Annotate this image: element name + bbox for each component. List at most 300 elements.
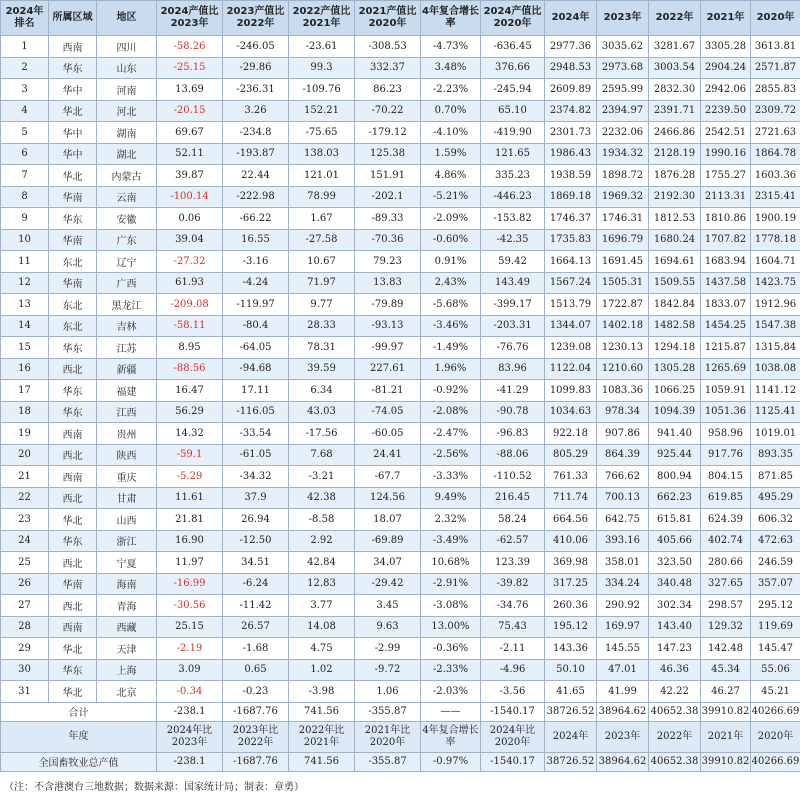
cell-change-2023-2022: -64.05 [223,337,289,359]
cell-value-2022: 1066.25 [649,380,701,402]
year-cell: 2023年比2022年 [223,721,289,752]
cell-change-2023-2022: 22.44 [223,165,289,187]
cell-change-2021-2020: -93.13 [355,315,421,337]
table-row [1,186,800,208]
cell-value-2024: 50.10 [545,659,597,681]
cell-value-2022: 405.66 [649,530,701,552]
cell-change-2024-2020: -245.94 [481,79,545,101]
cell-change-2022-2021: -3.21 [289,466,355,488]
cell-change-2021-2020: -67.7 [355,466,421,488]
cell-change-2024-2023: -88.56 [157,358,223,380]
cell-change-2024-2020: 58.24 [481,509,545,531]
cell-value-2022: 2832.30 [649,79,701,101]
cell-value-2022: 2192.30 [649,186,701,208]
cell-value-2021: 327.65 [701,573,751,595]
cell-change-2022-2021: 9.77 [289,294,355,316]
cell-cagr: 1.59% [421,143,481,165]
cell-change-2022-2021: -75.65 [289,122,355,144]
cell-cagr: 0.70% [421,100,481,122]
cell-change-2022-2021: -109.76 [289,79,355,101]
cell-region: 华东 [49,380,97,402]
cell-value-2024: 761.33 [545,466,597,488]
cell-value-2021: 1454.25 [701,315,751,337]
cell-value-2020: 893.35 [751,444,800,466]
cell-change-2024-2023: 16.90 [157,530,223,552]
cell-change-2021-2020: 24.41 [355,444,421,466]
cell-change-2024-2023: 39.87 [157,165,223,187]
cell-value-2024: 195.12 [545,616,597,638]
cell-rank: 6 [1,143,49,165]
cell-value-2020: 871.85 [751,466,800,488]
cell-value-2023: 642.75 [597,509,649,531]
cell-change-2023-2022: -6.24 [223,573,289,595]
cell-value-2022: 2391.71 [649,100,701,122]
national-cell: -0.97% [421,752,481,771]
cell-change-2022-2021: 3.77 [289,595,355,617]
cell-value-2022: 1305.28 [649,358,701,380]
cell-change-2022-2021: -3.98 [289,681,355,703]
cell-change-2024-2020: 83.96 [481,358,545,380]
cell-cagr: 3.48% [421,57,481,79]
cell-change-2023-2022: 17.11 [223,380,289,402]
cell-value-2024: 805.29 [545,444,597,466]
cell-change-2021-2020: 151.91 [355,165,421,187]
cell-change-2021-2020: 227.61 [355,358,421,380]
cell-value-2020: 1423.75 [751,272,800,294]
cell-rank: 27 [1,595,49,617]
cell-value-2020: 1547.38 [751,315,800,337]
cell-value-2021: 1051.36 [701,401,751,423]
cell-value-2020: 357.07 [751,573,800,595]
cell-change-2022-2021: -17.56 [289,423,355,445]
cell-cagr: 10.68% [421,552,481,574]
cell-cagr: -2.56% [421,444,481,466]
cell-region: 华东 [49,401,97,423]
cell-cagr: 2.32% [421,509,481,531]
cell-value-2020: 1900.19 [751,208,800,230]
cell-value-2024: 1034.63 [545,401,597,423]
national-cell: -1540.17 [481,752,545,771]
cell-region: 华中 [49,79,97,101]
cell-value-2021: 624.39 [701,509,751,531]
header-rank: 2024年排名 [1,1,49,36]
cell-value-2020: 1141.12 [751,380,800,402]
cell-change-2022-2021: 99.3 [289,57,355,79]
cell-value-2023: 1746.31 [597,208,649,230]
table-row [1,573,800,595]
cell-province: 陕西 [97,444,157,466]
cell-change-2021-2020: 18.07 [355,509,421,531]
cell-value-2023: 1969.32 [597,186,649,208]
cell-change-2023-2022: 26.57 [223,616,289,638]
cell-value-2024: 369.98 [545,552,597,574]
cell-value-2024: 41.65 [545,681,597,703]
cell-change-2023-2022: -3.16 [223,251,289,273]
cell-value-2021: 402.74 [701,530,751,552]
cell-region: 西北 [49,487,97,509]
cell-value-2024: 410.06 [545,530,597,552]
cell-value-2023: 169.97 [597,616,649,638]
total-cell: —— [421,702,481,721]
cell-change-2021-2020: -308.53 [355,36,421,58]
total-cell: 38726.52 [545,702,597,721]
cell-cagr: 9.49% [421,487,481,509]
cell-value-2024: 2948.53 [545,57,597,79]
cell-cagr: 13.00% [421,616,481,638]
table-row [1,143,800,165]
cell-change-2023-2022: 3.26 [223,100,289,122]
header-change-2023-2022: 2023产值比2022年 [223,1,289,36]
cell-change-2021-2020: -69.89 [355,530,421,552]
cell-province: 四川 [97,36,157,58]
cell-province: 黑龙江 [97,294,157,316]
cell-region: 西南 [49,616,97,638]
cell-rank: 18 [1,401,49,423]
cell-change-2024-2023: -16.99 [157,573,223,595]
table-row [1,100,800,122]
cell-change-2024-2023: -59.1 [157,444,223,466]
cell-province: 天津 [97,638,157,660]
total-cell: -355.87 [355,702,421,721]
cell-cagr: -3.49% [421,530,481,552]
cell-value-2021: 1990.16 [701,143,751,165]
cell-change-2022-2021: 71.97 [289,272,355,294]
cell-value-2021: 280.66 [701,552,751,574]
cell-change-2024-2023: 56.29 [157,401,223,423]
cell-cagr: -4.73% [421,36,481,58]
cell-value-2021: 619.85 [701,487,751,509]
cell-change-2022-2021: 10.67 [289,251,355,273]
header-change-2022-2021: 2022产值比2021年 [289,1,355,36]
table-row [1,659,800,681]
cell-change-2023-2022: -1.68 [223,638,289,660]
table-row [1,251,800,273]
cell-rank: 17 [1,380,49,402]
cell-value-2023: 2595.99 [597,79,649,101]
cell-region: 华南 [49,186,97,208]
table-row [1,229,800,251]
cell-value-2024: 1664.13 [545,251,597,273]
cell-change-2022-2021: 78.99 [289,186,355,208]
table-row [1,79,800,101]
header-2020: 2020年 [751,1,800,36]
cell-value-2020: 246.59 [751,552,800,574]
cell-value-2021: 1215.87 [701,337,751,359]
cell-value-2023: 1505.31 [597,272,649,294]
cell-change-2023-2022: -11.42 [223,595,289,617]
cell-region: 西北 [49,552,97,574]
cell-value-2024: 922.18 [545,423,597,445]
cell-change-2021-2020: -29.42 [355,573,421,595]
year-cell: 2020年 [751,721,800,752]
cell-value-2024: 317.25 [545,573,597,595]
cell-change-2024-2023: 25.15 [157,616,223,638]
cell-region: 西北 [49,358,97,380]
header-change-2024-2020: 2024产值比2020年 [481,1,545,36]
cell-value-2023: 978.34 [597,401,649,423]
cell-value-2023: 358.01 [597,552,649,574]
cell-change-2024-2023: 14.32 [157,423,223,445]
cell-region: 华东 [49,208,97,230]
cell-change-2024-2020: -42.35 [481,229,545,251]
cell-change-2023-2022: -94.68 [223,358,289,380]
cell-change-2022-2021: -8.58 [289,509,355,531]
cell-change-2024-2020: 65.10 [481,100,545,122]
cell-cagr: 4.86% [421,165,481,187]
cell-change-2021-2020: -74.05 [355,401,421,423]
cell-rank: 8 [1,186,49,208]
year-cell: 2024年比2023年 [157,721,223,752]
cell-value-2024: 1986.43 [545,143,597,165]
cell-value-2020: 119.69 [751,616,800,638]
total-cell: 39910.82 [701,702,751,721]
cell-change-2024-2023: -2.19 [157,638,223,660]
cell-province: 河北 [97,100,157,122]
cell-change-2024-2023: 69.67 [157,122,223,144]
national-cell: 741.56 [289,752,355,771]
cell-region: 华北 [49,165,97,187]
cell-change-2023-2022: -234.8 [223,122,289,144]
cell-rank: 11 [1,251,49,273]
cell-change-2024-2020: -636.45 [481,36,545,58]
cell-change-2022-2021: -27.58 [289,229,355,251]
cell-region: 西南 [49,36,97,58]
cell-value-2022: 46.36 [649,659,701,681]
cell-province: 浙江 [97,530,157,552]
cell-value-2024: 1869.18 [545,186,597,208]
cell-region: 华东 [49,337,97,359]
cell-change-2024-2023: 0.06 [157,208,223,230]
cell-change-2024-2023: -0.34 [157,681,223,703]
cell-change-2022-2021: -23.61 [289,36,355,58]
cell-rank: 21 [1,466,49,488]
header-2024: 2024年 [545,1,597,36]
table-row [1,616,800,638]
cell-value-2024: 664.56 [545,509,597,531]
cell-value-2022: 1094.39 [649,401,701,423]
cell-value-2022: 800.94 [649,466,701,488]
cell-change-2024-2020: -90.78 [481,401,545,423]
cell-value-2021: 1437.58 [701,272,751,294]
table-row [1,358,800,380]
cell-value-2022: 925.44 [649,444,701,466]
cell-value-2020: 2855.83 [751,79,800,101]
year-cell: 2022年 [649,721,701,752]
cell-region: 华北 [49,509,97,531]
cell-value-2021: 1059.91 [701,380,751,402]
cell-region: 华南 [49,573,97,595]
cell-change-2022-2021: 121.01 [289,165,355,187]
cell-value-2023: 1083.36 [597,380,649,402]
cell-change-2021-2020: -70.22 [355,100,421,122]
cell-rank: 2 [1,57,49,79]
cell-change-2021-2020: 86.23 [355,79,421,101]
total-cell: 40652.38 [649,702,701,721]
cell-value-2022: 302.34 [649,595,701,617]
cell-cagr: -1.49% [421,337,481,359]
cell-value-2021: 1707.82 [701,229,751,251]
cell-rank: 30 [1,659,49,681]
year-label: 年度 [1,721,157,752]
table-row [1,509,800,531]
cell-change-2021-2020: 332.37 [355,57,421,79]
table-row [1,294,800,316]
cell-change-2024-2023: -25.15 [157,57,223,79]
cell-change-2021-2020: -60.05 [355,423,421,445]
cell-change-2024-2020: 123.39 [481,552,545,574]
cell-change-2021-2020: 125.38 [355,143,421,165]
cell-rank: 16 [1,358,49,380]
cell-change-2021-2020: 34.07 [355,552,421,574]
cell-change-2024-2023: 16.47 [157,380,223,402]
cell-change-2024-2020: 376.66 [481,57,545,79]
cell-change-2024-2020: -4.96 [481,659,545,681]
cell-change-2022-2021: 152.21 [289,100,355,122]
cell-value-2020: 1778.18 [751,229,800,251]
cell-rank: 13 [1,294,49,316]
year-cell: 2021年 [701,721,751,752]
cell-change-2023-2022: -33.54 [223,423,289,445]
table-row [1,444,800,466]
table-row [1,552,800,574]
cell-value-2020: 2571.87 [751,57,800,79]
table-body [1,36,800,703]
cell-change-2022-2021: 14.08 [289,616,355,638]
cell-province: 甘肃 [97,487,157,509]
cell-value-2022: 3003.54 [649,57,701,79]
cell-value-2023: 1696.79 [597,229,649,251]
cell-change-2023-2022: -0.23 [223,681,289,703]
cell-value-2020: 1125.41 [751,401,800,423]
cell-cagr: -2.03% [421,681,481,703]
cell-change-2021-2020: -89.33 [355,208,421,230]
cell-province: 重庆 [97,466,157,488]
cell-cagr: -0.92% [421,380,481,402]
national-cell: -238.1 [157,752,223,771]
cell-province: 贵州 [97,423,157,445]
total-cell: 741.56 [289,702,355,721]
cell-change-2021-2020: -99.97 [355,337,421,359]
cell-value-2023: 145.55 [597,638,649,660]
cell-value-2024: 1938.59 [545,165,597,187]
cell-change-2024-2020: 143.49 [481,272,545,294]
cell-change-2024-2023: -58.11 [157,315,223,337]
year-cell: 2024年比2020年 [481,721,545,752]
cell-province: 湖南 [97,122,157,144]
cell-change-2021-2020: -81.21 [355,380,421,402]
cell-value-2020: 1912.96 [751,294,800,316]
cell-value-2024: 1513.79 [545,294,597,316]
cell-region: 华东 [49,57,97,79]
cell-value-2020: 1604.71 [751,251,800,273]
national-cell: 39910.82 [701,752,751,771]
cell-change-2024-2023: -209.08 [157,294,223,316]
cell-value-2021: 45.34 [701,659,751,681]
year-cell: 2024年 [545,721,597,752]
cell-change-2021-2020: 9.63 [355,616,421,638]
cell-change-2024-2020: -2.11 [481,638,545,660]
cell-value-2023: 766.62 [597,466,649,488]
cell-value-2021: 2542.51 [701,122,751,144]
national-cell: -355.87 [355,752,421,771]
table-row [1,208,800,230]
cell-change-2023-2022: -61.05 [223,444,289,466]
cell-region: 东北 [49,315,97,337]
cell-change-2021-2020: -9.72 [355,659,421,681]
cell-cagr: -4.10% [421,122,481,144]
cell-value-2024: 1239.08 [545,337,597,359]
cell-value-2023: 1210.60 [597,358,649,380]
cell-change-2024-2023: 21.81 [157,509,223,531]
cell-value-2023: 47.01 [597,659,649,681]
cell-cagr: -0.36% [421,638,481,660]
cell-province: 广东 [97,229,157,251]
cell-cagr: -2.91% [421,573,481,595]
cell-change-2022-2021: 39.59 [289,358,355,380]
cell-change-2024-2020: -110.52 [481,466,545,488]
cell-change-2024-2023: 61.93 [157,272,223,294]
cell-value-2024: 1099.83 [545,380,597,402]
cell-change-2024-2020: -399.17 [481,294,545,316]
cell-change-2023-2022: -12.50 [223,530,289,552]
cell-province: 西藏 [97,616,157,638]
cell-province: 山东 [97,57,157,79]
cell-change-2024-2023: 52.11 [157,143,223,165]
cell-value-2024: 1344.07 [545,315,597,337]
header-region: 所属区域 [49,1,97,36]
cell-value-2023: 1402.18 [597,315,649,337]
table-row [1,315,800,337]
cell-change-2023-2022: 26.94 [223,509,289,531]
cell-cagr: -2.23% [421,79,481,101]
cell-province: 河南 [97,79,157,101]
cell-value-2020: 606.32 [751,509,800,531]
cell-value-2021: 958.96 [701,423,751,445]
cell-change-2023-2022: -116.05 [223,401,289,423]
cell-value-2020: 55.06 [751,659,800,681]
cell-rank: 5 [1,122,49,144]
cell-rank: 28 [1,616,49,638]
cell-value-2020: 1864.78 [751,143,800,165]
cell-change-2024-2020: -39.82 [481,573,545,595]
cell-value-2023: 1898.72 [597,165,649,187]
cell-cagr: -5.68% [421,294,481,316]
cell-change-2023-2022: -236.31 [223,79,289,101]
cell-value-2021: 1755.27 [701,165,751,187]
cell-rank: 29 [1,638,49,660]
total-cell: -238.1 [157,702,223,721]
cell-cagr: -2.09% [421,208,481,230]
cell-rank: 26 [1,573,49,595]
cell-value-2020: 145.47 [751,638,800,660]
cell-value-2020: 3613.81 [751,36,800,58]
cell-value-2021: 1683.94 [701,251,751,273]
cell-change-2023-2022: -29.86 [223,57,289,79]
cell-value-2024: 1746.37 [545,208,597,230]
table-row [1,487,800,509]
cell-region: 华东 [49,530,97,552]
header-cagr: 4年复合增长率 [421,1,481,36]
table-row [1,638,800,660]
cell-change-2021-2020: -179.12 [355,122,421,144]
cell-change-2024-2023: 11.61 [157,487,223,509]
table-row [1,401,800,423]
cell-change-2021-2020: -79.89 [355,294,421,316]
cell-rank: 7 [1,165,49,187]
cell-value-2023: 700.13 [597,487,649,509]
cell-rank: 10 [1,229,49,251]
table-row [1,272,800,294]
